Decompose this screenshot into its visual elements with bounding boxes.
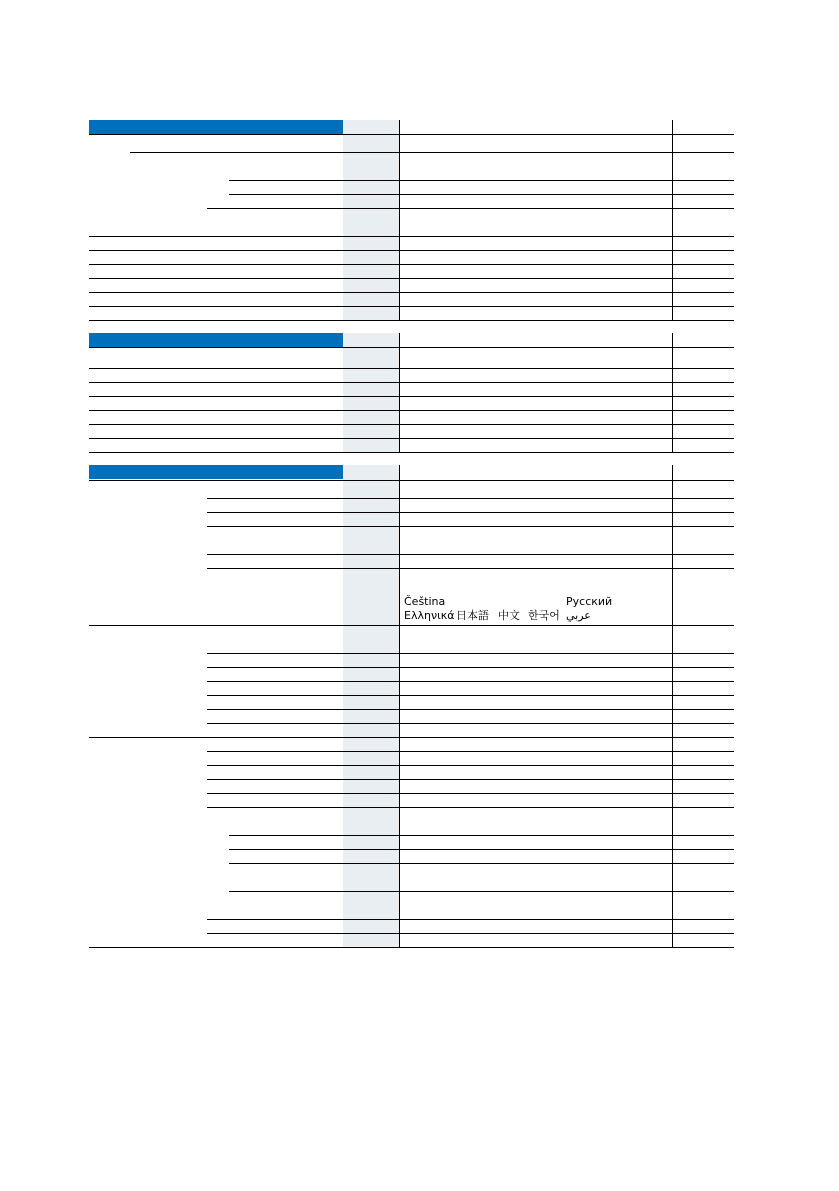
row-rule xyxy=(89,347,734,348)
lang-korean: 한국어 xyxy=(528,609,560,622)
row-rule xyxy=(229,194,734,195)
row-rule xyxy=(89,292,734,293)
row-rule xyxy=(207,793,734,794)
row-rule xyxy=(89,278,734,279)
column-divider xyxy=(672,333,673,452)
column-divider xyxy=(399,120,400,321)
row-rule xyxy=(89,480,734,481)
section-1-header xyxy=(89,120,343,134)
row-rule xyxy=(207,933,734,934)
row-rule xyxy=(89,438,734,439)
row-rule xyxy=(207,751,734,752)
row-rule xyxy=(89,306,734,307)
row-rule xyxy=(89,424,734,425)
row-rule xyxy=(207,695,734,696)
row-rule xyxy=(229,180,734,181)
row-rule xyxy=(207,498,734,499)
row-rule xyxy=(89,264,734,265)
lang-russian: Русский xyxy=(566,595,613,608)
row-rule xyxy=(207,919,734,920)
column-divider xyxy=(399,333,400,452)
row-rule xyxy=(229,849,734,850)
row-rule xyxy=(207,765,734,766)
row-rule xyxy=(89,452,734,453)
row-rule xyxy=(89,134,734,135)
shaded-column-3 xyxy=(343,465,399,948)
column-divider xyxy=(399,465,400,948)
row-rule xyxy=(89,368,734,369)
row-rule xyxy=(207,681,734,682)
shaded-column-1 xyxy=(343,120,399,321)
row-rule xyxy=(207,554,734,555)
row-rule xyxy=(207,208,734,209)
row-rule xyxy=(207,667,734,668)
row-rule xyxy=(207,779,734,780)
column-divider xyxy=(672,465,673,948)
row-rule xyxy=(229,891,734,892)
lang-japanese: 日本語 xyxy=(456,609,489,622)
row-rule xyxy=(207,512,734,513)
row-rule xyxy=(89,625,734,626)
row-rule xyxy=(89,250,734,251)
row-rule xyxy=(89,410,734,411)
row-rule xyxy=(229,835,734,836)
row-rule xyxy=(207,568,734,569)
lang-greek: Ελληνικά xyxy=(404,609,455,622)
column-divider xyxy=(672,120,673,321)
row-rule xyxy=(130,152,734,153)
row-rule xyxy=(89,236,734,237)
row-rule xyxy=(89,396,734,397)
row-rule xyxy=(89,947,734,948)
row-rule xyxy=(89,737,734,738)
row-rule xyxy=(207,807,734,808)
row-rule xyxy=(207,653,734,654)
section-3-header xyxy=(89,465,343,479)
row-rule xyxy=(207,709,734,710)
lang-chinese: 中文 xyxy=(498,609,520,622)
row-rule xyxy=(229,863,734,864)
row-rule xyxy=(207,723,734,724)
lang-czech: Čeština xyxy=(404,595,446,608)
row-rule xyxy=(89,320,734,321)
lang-arabic: عربي xyxy=(566,609,591,622)
shaded-column-2 xyxy=(343,333,399,452)
row-rule xyxy=(207,526,734,527)
row-rule xyxy=(89,382,734,383)
section-2-header xyxy=(89,333,343,347)
